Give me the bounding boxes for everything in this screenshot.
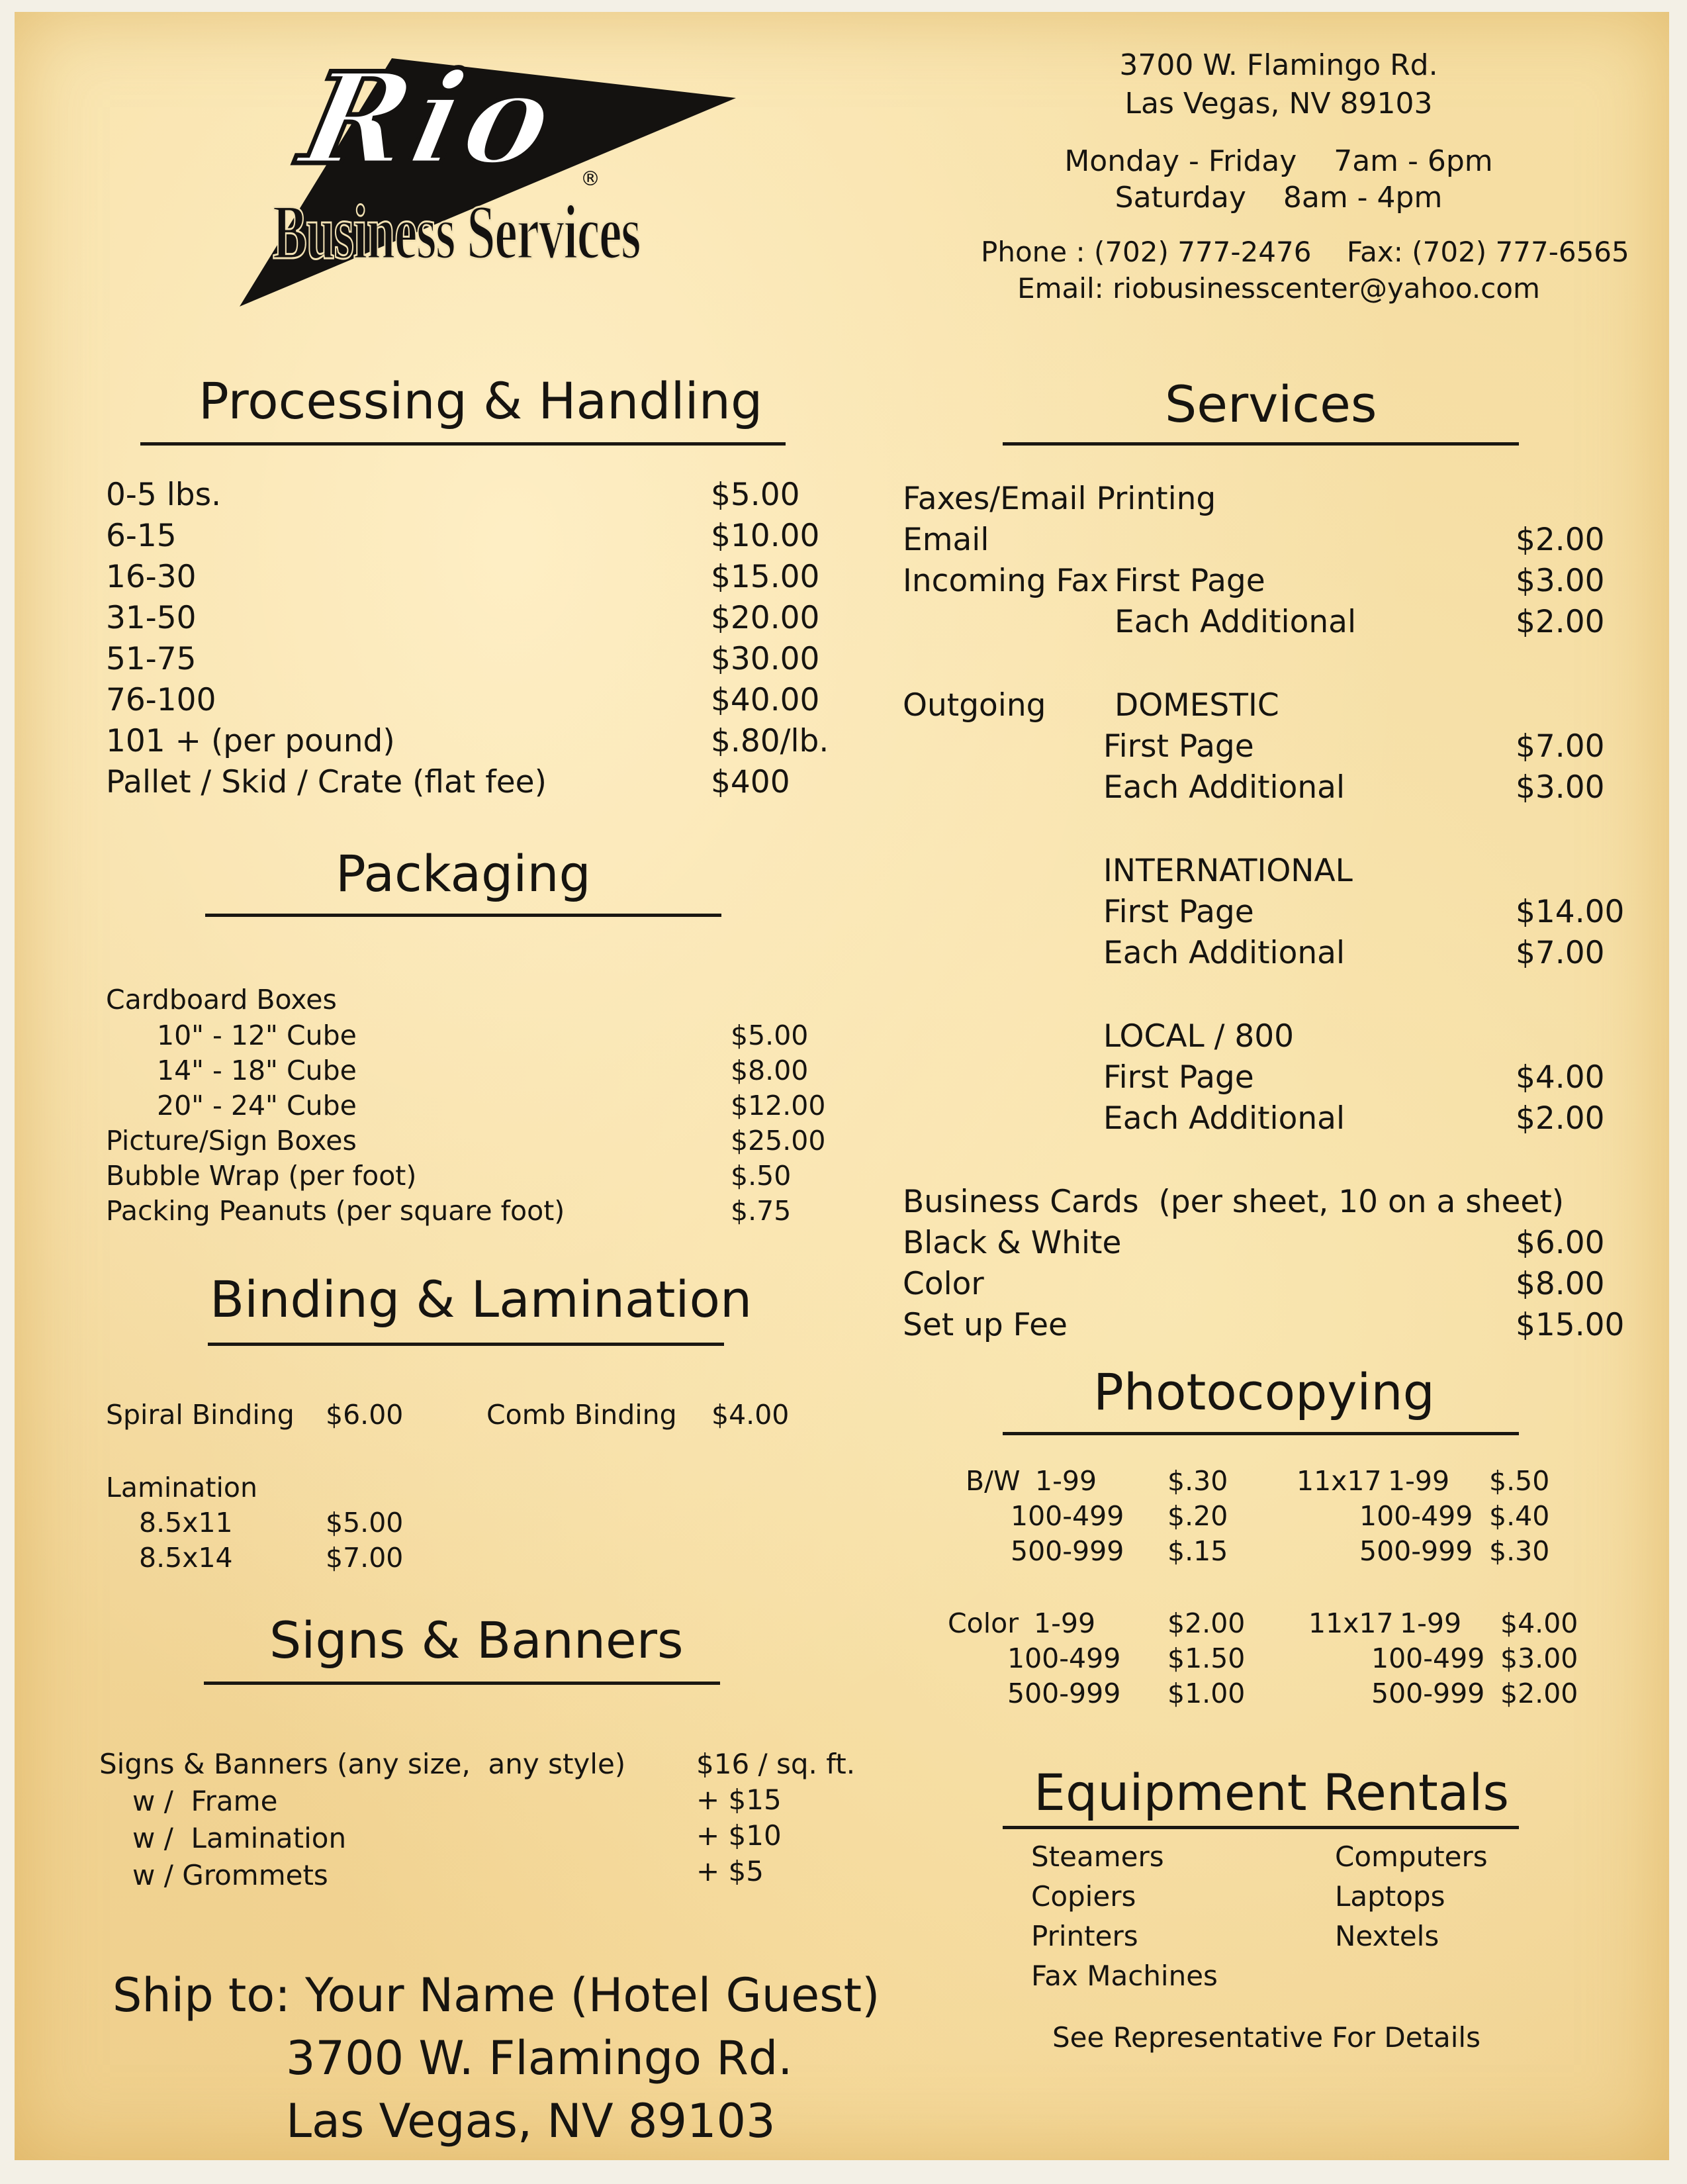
international-additional-label: Each Additional bbox=[1103, 935, 1345, 971]
color-range: 1-99 bbox=[1034, 1607, 1096, 1639]
list-item: + $15 bbox=[696, 1783, 782, 1816]
list-item: Steamers bbox=[1031, 1840, 1164, 1873]
list-item: $16 / sq. ft. bbox=[696, 1748, 856, 1780]
list-item: w / Frame bbox=[132, 1785, 278, 1817]
color-tabloid-price: $2.00 bbox=[1500, 1678, 1578, 1709]
list-item: w / Lamination bbox=[132, 1822, 347, 1854]
list-item: 16-30 bbox=[106, 559, 197, 595]
bw-tabloid-price: $.30 bbox=[1489, 1535, 1550, 1567]
color-price: $1.50 bbox=[1167, 1642, 1246, 1674]
cards-bw-label: Black & White bbox=[903, 1225, 1122, 1261]
comb-binding-price: $4.00 bbox=[711, 1399, 790, 1431]
processing-rule bbox=[140, 442, 786, 446]
lamination-heading: Lamination bbox=[106, 1472, 257, 1503]
list-item: $15.00 bbox=[711, 559, 820, 595]
ship-to-line-1: Ship to: Your Name (Hotel Guest) bbox=[113, 1968, 880, 2022]
services-title: Services bbox=[1165, 375, 1377, 434]
list-item: 20" - 24" Cube bbox=[157, 1090, 357, 1121]
list-item: 6-15 bbox=[106, 518, 177, 554]
color-tabloid-price: $4.00 bbox=[1500, 1607, 1578, 1639]
binding-rule bbox=[208, 1343, 724, 1346]
bw-price: $.20 bbox=[1167, 1500, 1228, 1532]
international-first-price: $14.00 bbox=[1516, 894, 1625, 930]
color-price: $2.00 bbox=[1167, 1607, 1246, 1639]
list-item: Picture/Sign Boxes bbox=[106, 1125, 357, 1157]
bw-range: 100-499 bbox=[1011, 1500, 1124, 1532]
rentals-rule bbox=[1003, 1826, 1519, 1829]
list-item: $8.00 bbox=[731, 1055, 809, 1086]
list-item: $.75 bbox=[731, 1195, 792, 1227]
list-item: 31-50 bbox=[106, 600, 197, 636]
local-additional-price: $2.00 bbox=[1516, 1100, 1605, 1137]
cards-color-price: $8.00 bbox=[1516, 1266, 1605, 1302]
color-tabloid-range: 1-99 bbox=[1400, 1607, 1462, 1639]
list-item: 10" - 12" Cube bbox=[157, 1020, 357, 1051]
price-sheet bbox=[15, 12, 1669, 2160]
domestic-additional-price: $3.00 bbox=[1516, 769, 1605, 806]
list-item: $5.00 bbox=[711, 477, 800, 513]
list-item: Pallet / Skid / Crate (flat fee) bbox=[106, 764, 547, 800]
packaging-rule bbox=[205, 914, 721, 917]
color-range: 100-499 bbox=[1007, 1642, 1121, 1674]
rentals-note: See Representative For Details bbox=[1052, 2021, 1481, 2054]
address-line-2: Las Vegas, NV 89103 bbox=[1124, 87, 1433, 120]
list-item: Signs & Banners (any size, any style) bbox=[99, 1748, 626, 1780]
bw-range: 500-999 bbox=[1011, 1535, 1124, 1567]
services-rule bbox=[1003, 442, 1519, 446]
setup-fee-price: $15.00 bbox=[1516, 1307, 1625, 1343]
list-item: $30.00 bbox=[711, 641, 820, 677]
bw-tabloid-range: 500-999 bbox=[1359, 1535, 1473, 1567]
color-price: $1.00 bbox=[1167, 1678, 1246, 1709]
color-tabloid-range: 100-499 bbox=[1371, 1642, 1485, 1674]
email-printing-label: Email bbox=[903, 522, 989, 558]
cards-bw-price: $6.00 bbox=[1516, 1225, 1605, 1261]
international-first-label: First Page bbox=[1103, 894, 1254, 930]
list-item: Printers bbox=[1031, 1920, 1138, 1952]
setup-fee-label: Set up Fee bbox=[903, 1307, 1068, 1343]
local-first-label: First Page bbox=[1103, 1059, 1254, 1096]
hours-weekday: Monday - Friday 7am - 6pm bbox=[1064, 144, 1493, 178]
phone-fax: Phone : (702) 777-2476 Fax: (702) 777-6565 bbox=[981, 236, 1629, 268]
logo-registered-mark: ® bbox=[580, 167, 600, 191]
international-additional-price: $7.00 bbox=[1516, 935, 1605, 971]
lamination-price: $5.00 bbox=[326, 1507, 404, 1539]
logo-script: Rio bbox=[290, 45, 570, 193]
list-item: $40.00 bbox=[711, 682, 820, 718]
bw-tabloid-price: $.50 bbox=[1489, 1465, 1550, 1497]
list-item: 14" - 18" Cube bbox=[157, 1055, 357, 1086]
logo-wordmark: Business Services bbox=[273, 189, 641, 275]
bw-tabloid-label: 11x17 bbox=[1297, 1465, 1382, 1497]
domestic-additional-label: Each Additional bbox=[1103, 769, 1345, 806]
list-item: $.80/lb. bbox=[711, 723, 829, 759]
color-tabloid-label: 11x17 bbox=[1308, 1607, 1394, 1639]
list-item: $25.00 bbox=[731, 1125, 826, 1157]
color-tabloid-range: 500-999 bbox=[1371, 1678, 1485, 1709]
list-item: Computers bbox=[1335, 1840, 1488, 1873]
ship-to-line-3: Las Vegas, NV 89103 bbox=[286, 2094, 776, 2148]
photocopying-title: Photocopying bbox=[1093, 1362, 1435, 1421]
email-printing-price: $2.00 bbox=[1516, 522, 1605, 558]
list-item: $12.00 bbox=[731, 1090, 826, 1121]
rentals-title: Equipment Rentals bbox=[1034, 1763, 1510, 1822]
list-item: 0-5 lbs. bbox=[106, 477, 222, 513]
faxes-heading: Faxes/Email Printing bbox=[903, 481, 1216, 517]
comb-binding-label: Comb Binding bbox=[486, 1399, 677, 1431]
list-item: Nextels bbox=[1335, 1920, 1439, 1952]
photocopying-rule bbox=[1003, 1432, 1519, 1435]
list-item: $10.00 bbox=[711, 518, 820, 554]
local-additional-label: Each Additional bbox=[1103, 1100, 1345, 1137]
bw-range: 1-99 bbox=[1035, 1465, 1097, 1497]
list-item: Bubble Wrap (per foot) bbox=[106, 1160, 417, 1192]
list-item: 76-100 bbox=[106, 682, 216, 718]
list-item: Packing Peanuts (per square foot) bbox=[106, 1195, 565, 1227]
incoming-additional-price: $2.00 bbox=[1516, 604, 1605, 640]
hours-saturday: Saturday 8am - 4pm bbox=[1115, 181, 1443, 214]
list-item: Fax Machines bbox=[1031, 1960, 1218, 1992]
domestic-heading: DOMESTIC bbox=[1115, 687, 1279, 724]
list-item: 51-75 bbox=[106, 641, 197, 677]
list-item: w / Grommets bbox=[132, 1859, 328, 1891]
packaging-title: Packaging bbox=[336, 844, 591, 903]
incoming-first-price: $3.00 bbox=[1516, 563, 1605, 599]
bw-price: $.30 bbox=[1167, 1465, 1228, 1497]
address-line-1: 3700 W. Flamingo Rd. bbox=[1119, 48, 1438, 82]
color-tabloid-price: $3.00 bbox=[1500, 1642, 1578, 1674]
bw-tabloid-price: $.40 bbox=[1489, 1500, 1550, 1532]
business-cards-heading: Business Cards (per sheet, 10 on a sheet) bbox=[903, 1184, 1565, 1220]
spiral-binding-label: Spiral Binding bbox=[106, 1399, 295, 1431]
color-label: Color bbox=[948, 1607, 1019, 1639]
list-item: $400 bbox=[711, 764, 790, 800]
cards-color-label: Color bbox=[903, 1266, 984, 1302]
incoming-additional-label: Each Additional bbox=[1115, 604, 1357, 640]
incoming-first-label: First Page bbox=[1115, 563, 1265, 599]
incoming-fax-label: Incoming Fax bbox=[903, 563, 1109, 599]
outgoing-label: Outgoing bbox=[903, 687, 1046, 724]
lamination-size: 8.5x11 bbox=[139, 1507, 233, 1539]
bw-label: B/W bbox=[966, 1465, 1021, 1497]
rio-logo bbox=[233, 45, 749, 316]
local-first-price: $4.00 bbox=[1516, 1059, 1605, 1096]
lamination-size: 8.5x14 bbox=[139, 1542, 233, 1574]
color-range: 500-999 bbox=[1007, 1678, 1121, 1709]
international-heading: INTERNATIONAL bbox=[1103, 853, 1353, 889]
list-item: + $5 bbox=[696, 1855, 764, 1887]
email-address: Email: riobusinesscenter@yahoo.com bbox=[1017, 272, 1540, 305]
list-item: + $10 bbox=[696, 1819, 782, 1852]
signs-rule bbox=[204, 1682, 720, 1685]
list-item: $20.00 bbox=[711, 600, 820, 636]
lamination-price: $7.00 bbox=[326, 1542, 404, 1574]
list-item: 101 + (per pound) bbox=[106, 723, 395, 759]
list-item: Copiers bbox=[1031, 1880, 1136, 1913]
local-heading: LOCAL / 800 bbox=[1103, 1018, 1295, 1055]
list-item: $5.00 bbox=[731, 1020, 809, 1051]
list-item: Laptops bbox=[1335, 1880, 1445, 1913]
cardboard-boxes-heading: Cardboard Boxes bbox=[106, 984, 337, 1016]
bw-tabloid-range: 1-99 bbox=[1388, 1465, 1450, 1497]
domestic-first-price: $7.00 bbox=[1516, 728, 1605, 765]
bw-price: $.15 bbox=[1167, 1535, 1228, 1567]
binding-title: Binding & Lamination bbox=[210, 1270, 752, 1329]
ship-to-line-2: 3700 W. Flamingo Rd. bbox=[286, 2031, 793, 2085]
list-item: $.50 bbox=[731, 1160, 792, 1192]
signs-title: Signs & Banners bbox=[269, 1611, 684, 1670]
spiral-binding-price: $6.00 bbox=[326, 1399, 404, 1431]
processing-title: Processing & Handling bbox=[199, 371, 763, 430]
domestic-first-label: First Page bbox=[1103, 728, 1254, 765]
bw-tabloid-range: 100-499 bbox=[1359, 1500, 1473, 1532]
